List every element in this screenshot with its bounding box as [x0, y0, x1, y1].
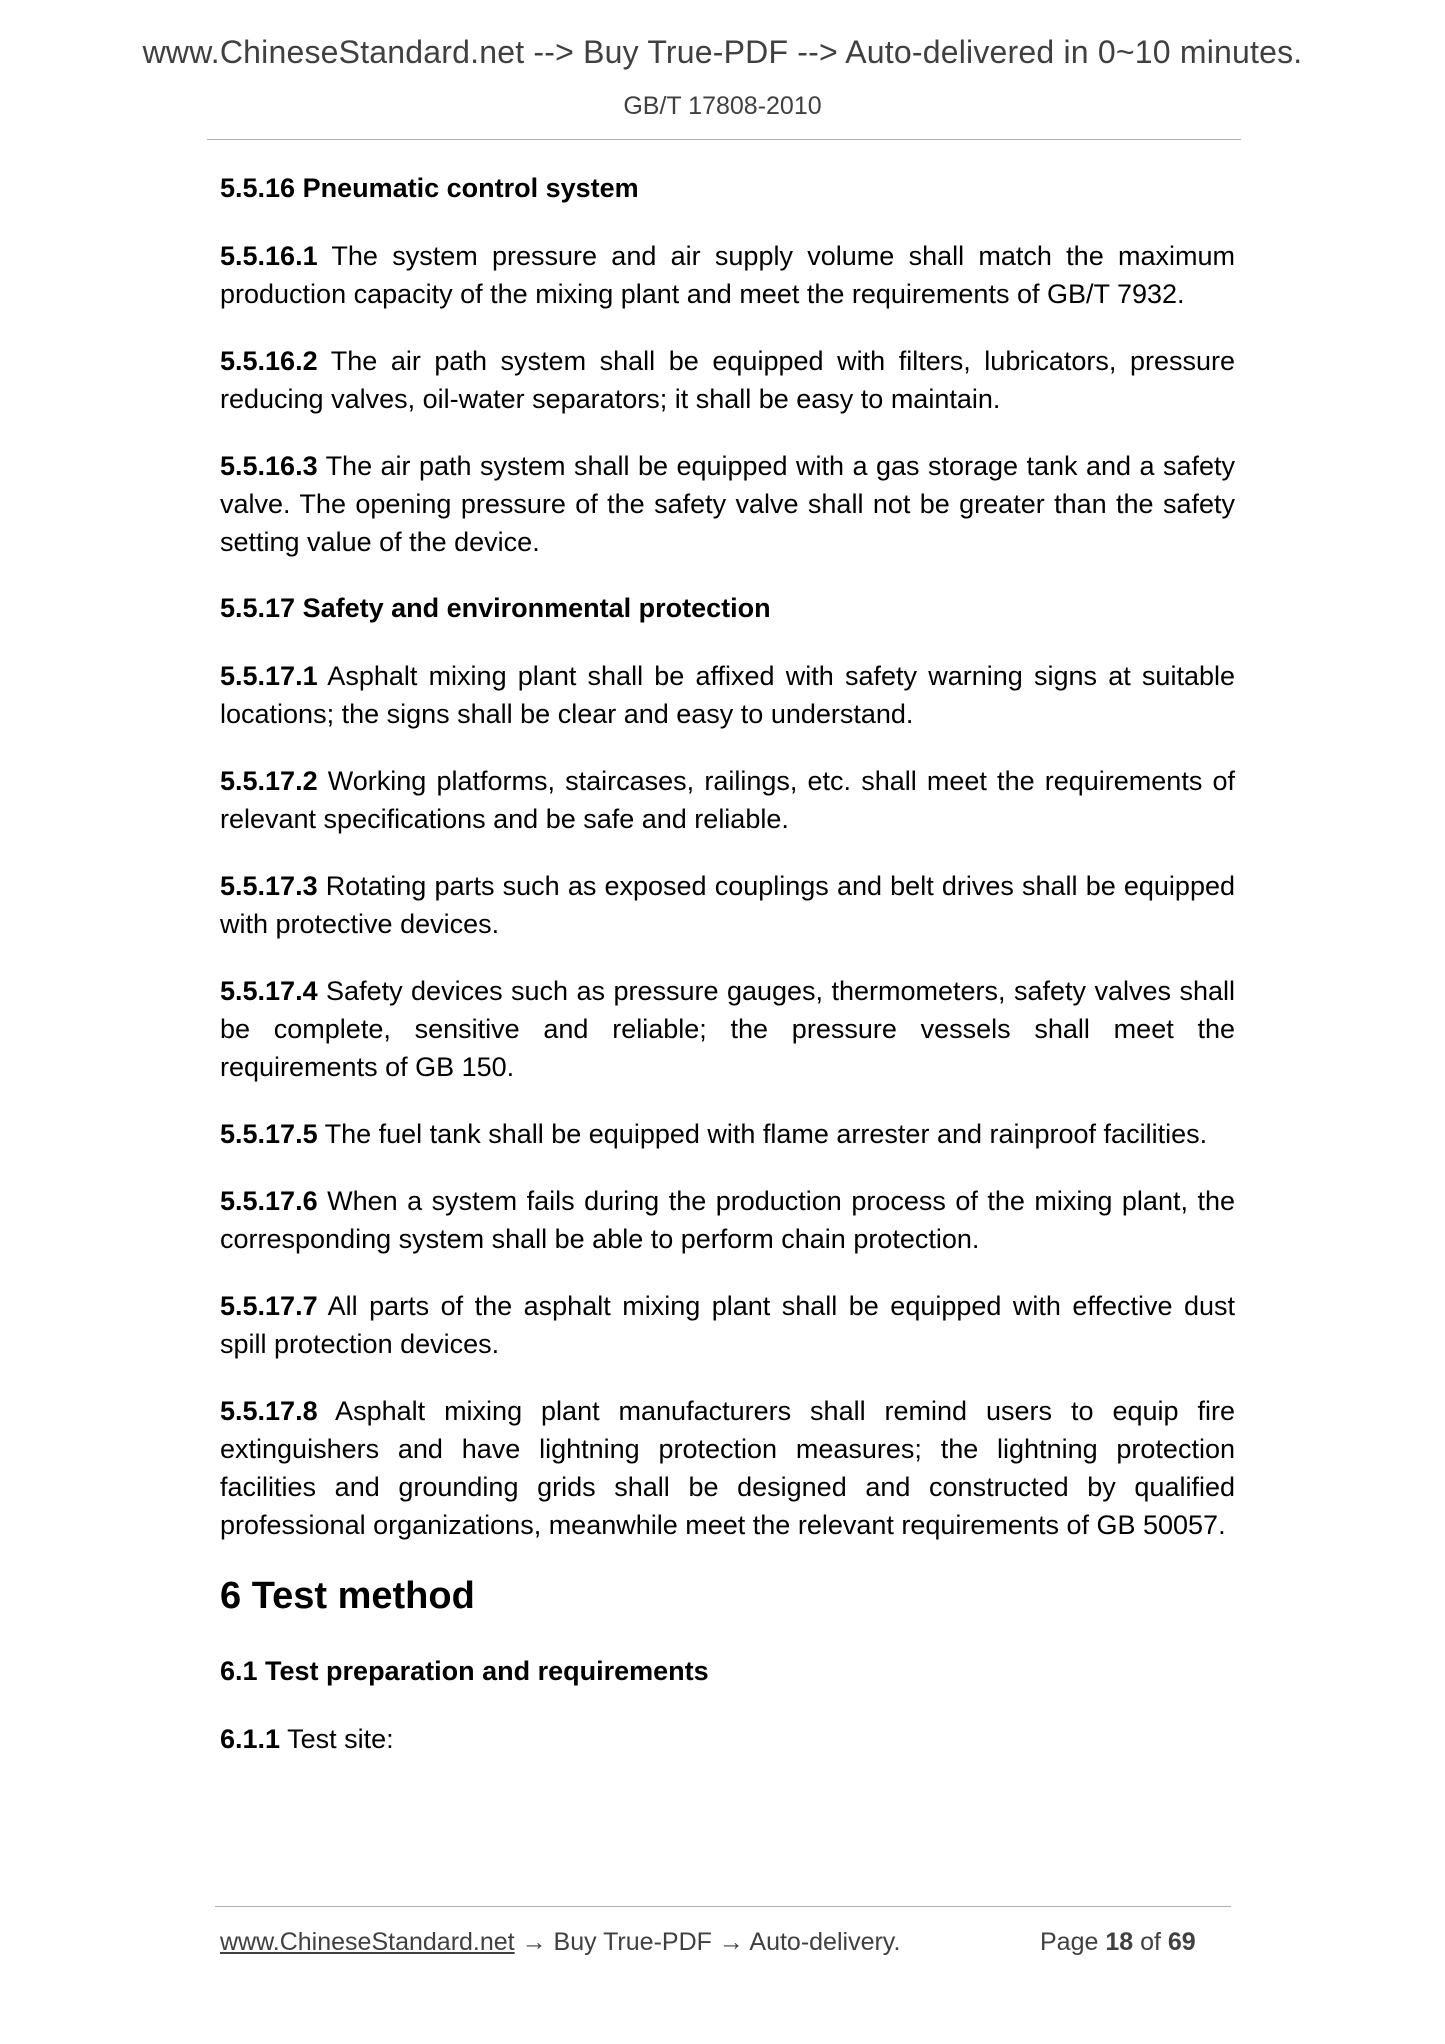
clause-number: 5.5.17.3	[220, 871, 318, 901]
footer-site-link[interactable]: www.ChineseStandard.net	[220, 1928, 515, 1956]
clause-5-5-16-3	[220, 447, 1235, 561]
footer-promo	[220, 1928, 900, 1957]
clause-number: 5.5.17.8	[220, 1396, 318, 1426]
top-banner: www.ChineseStandard.net --> Buy True-PDF --> Auto-delivered in 0~10 minutes.	[142, 34, 1303, 70]
clause-5-5-17-4	[220, 972, 1235, 1086]
clause-text: Rotating parts such as exposed couplings and belt drives shall be equipped with protective devices.	[220, 871, 1235, 939]
clause-5-5-17-3	[220, 867, 1235, 943]
clause-5-5-17-6	[220, 1182, 1235, 1258]
clause-text: Working platforms, staircases, railings, etc. shall meet the requirements of relevant specifications and be safe and reliable.	[220, 766, 1235, 834]
clause-text: The air path system shall be equipped with a gas storage tank and a safety valve. The opening pressure of the safety valve shall not be greater than the safety setting value of the device.	[220, 451, 1235, 557]
page-number: 18	[1105, 1928, 1134, 1956]
clause-text: Safety devices such as pressure gauges, thermometers, safety valves shall be complete, sensitive and reliable; the pressure vessels shall meet the requirements of GB 150.	[220, 976, 1235, 1082]
section-6-title: 6 Test method	[220, 1575, 475, 1617]
page-label: Page	[1040, 1928, 1106, 1956]
clause-5-5-17-5	[220, 1115, 1235, 1153]
clause-number: 5.5.17.4	[220, 976, 318, 1006]
page-indicator	[1040, 1928, 1196, 1957]
header-divider	[207, 139, 1241, 140]
clause-text: When a system fails during the production process of the mixing plant, the corresponding system shall be able to perform chain protection.	[220, 1186, 1235, 1254]
clause-5-5-16-1	[220, 237, 1235, 313]
clause-number: 5.5.17.5	[220, 1119, 318, 1149]
clause-number: 5.5.17.7	[220, 1291, 318, 1321]
clause-text: Asphalt mixing plant shall be affixed with safety warning signs at suitable locations; the signs shall be clear and easy to understand.	[220, 661, 1235, 729]
clause-5-5-17-2	[220, 762, 1235, 838]
clause-text: Asphalt mixing plant manufacturers shall remind users to equip fire extinguishers and have lightning protection measures; the lightning protection facilities and grounding grids shall be designed and constructed by qualified professional organizations, meanwhile meet the relevant requirements of GB 50057.	[220, 1396, 1235, 1540]
of-label: of	[1133, 1928, 1168, 1956]
clause-text: The fuel tank shall be equipped with flame arrester and rainproof facilities.	[317, 1119, 1208, 1149]
clause-text: The system pressure and air supply volume shall match the maximum production capacity of the mixing plant and meet the requirements of GB/T 7932.	[220, 241, 1235, 309]
footer-promo-text: → Buy True-PDF → Auto-delivery.	[514, 1928, 901, 1956]
clause-5-5-17-7	[220, 1287, 1235, 1363]
heading-5-5-17: 5.5.17 Safety and environmental protection	[220, 593, 771, 623]
footer-divider	[215, 1906, 1231, 1907]
clause-number: 5.5.17.2	[220, 766, 318, 796]
clause-number: 5.5.16.3	[220, 451, 318, 481]
clause-5-5-17-8	[220, 1392, 1235, 1544]
clause-5-5-17-1	[220, 657, 1235, 733]
clause-6-1-1	[220, 1720, 1235, 1758]
clause-number: 5.5.17.1	[220, 661, 318, 691]
clause-text: All parts of the asphalt mixing plant shall be equipped with effective dust spill protection devices.	[220, 1291, 1235, 1359]
clause-number: 5.5.16.1	[220, 241, 318, 271]
heading-5-5-16: 5.5.16 Pneumatic control system	[220, 173, 639, 203]
clause-text: The air path system shall be equipped with filters, lubricators, pressure reducing valves, oil-water separators; it shall be easy to maintain.	[220, 346, 1235, 414]
total-pages: 69	[1167, 1928, 1196, 1956]
clause-number: 5.5.16.2	[220, 346, 318, 376]
clause-5-5-16-2	[220, 342, 1235, 418]
clause-number: 5.5.17.6	[220, 1186, 318, 1216]
document-body	[220, 170, 1235, 1787]
standard-code: GB/T 17808-2010	[623, 92, 822, 120]
heading-6-1: 6.1 Test preparation and requirements	[220, 1656, 709, 1686]
clause-number: 6.1.1	[220, 1724, 281, 1754]
clause-text: Test site:	[280, 1724, 394, 1754]
